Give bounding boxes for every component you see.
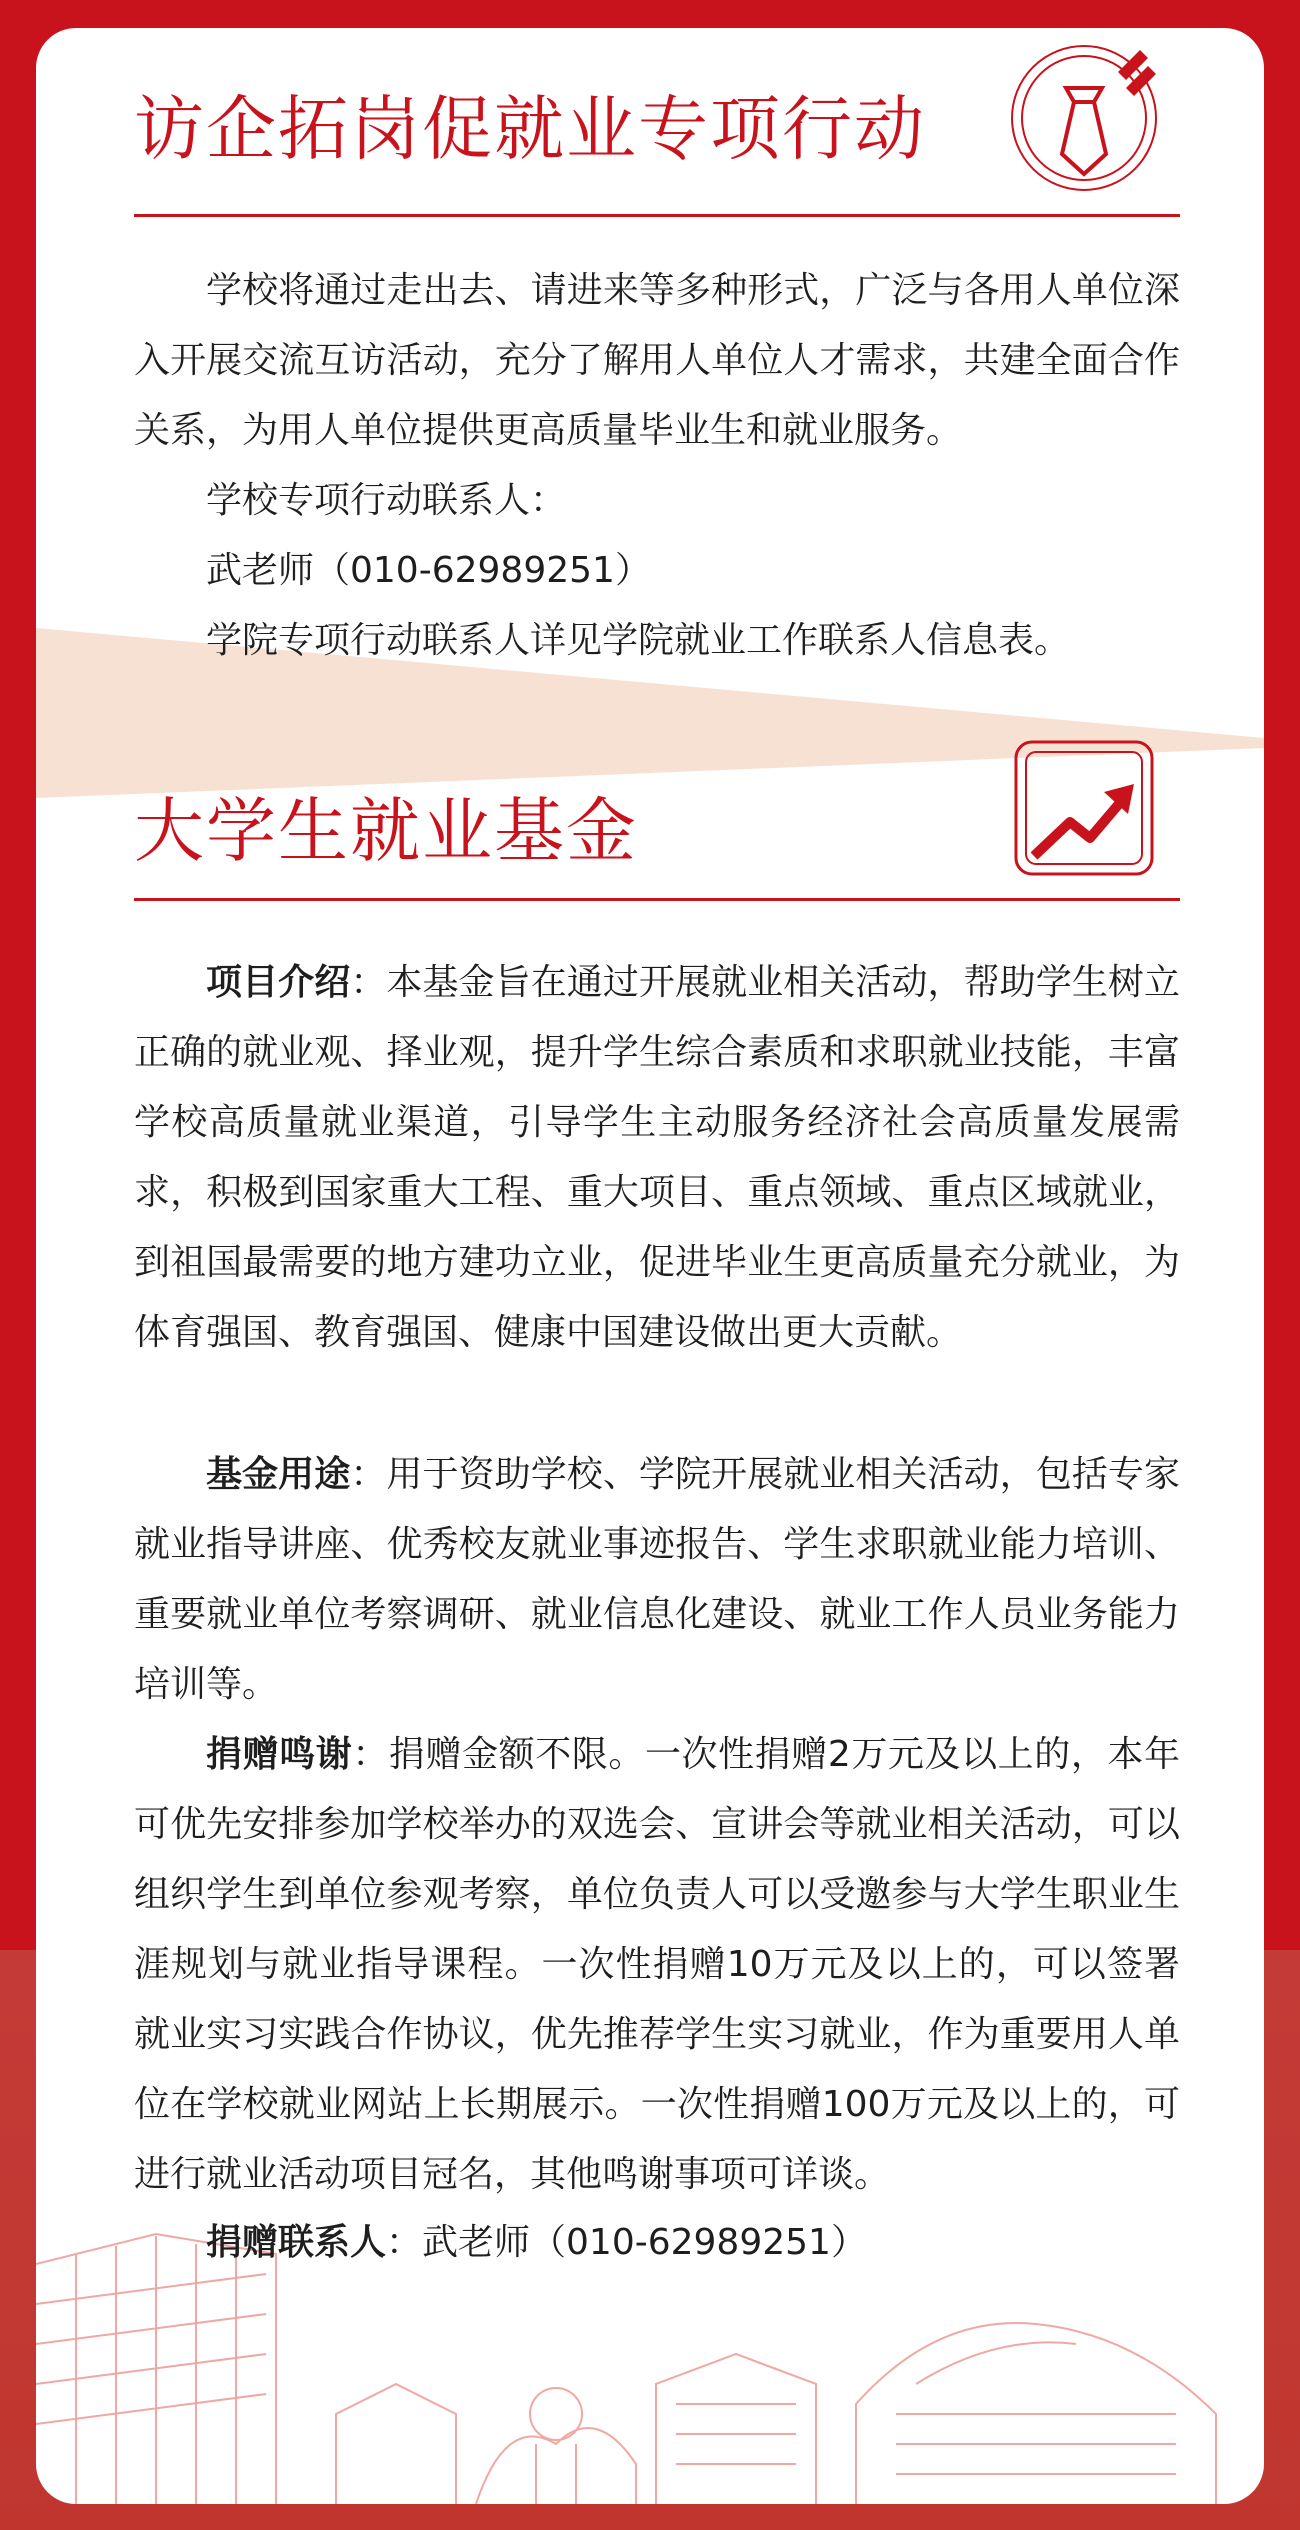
- section2-rule: [134, 898, 1180, 901]
- fund-intro: [134, 948, 1180, 1368]
- fund-intro-text: ：本基金旨在通过开展就业相关活动，帮助学生树立正确的就业观、择业观，提升学生综合素质和求职就业技能，丰富学校高质量就业渠道，引导学生主动服务经济社会高质量发展需求，积极到国家重大工程、重大项目、重点领域、重点区域就业，到祖国最需要的地方建功立业，促进毕业生更高质量充分就业，为体育强国、教育强国、健康中国建设做出更大贡献。: [134, 962, 1180, 1353]
- fund-usage: [134, 1440, 1180, 1720]
- donation-thanks-label: 捐赠鸣谢: [206, 1734, 353, 1775]
- content-card: [36, 28, 1264, 2504]
- fund-usage-text: ：用于资助学校、学院开展就业相关活动，包括专家就业指导讲座、优秀校友就业事迹报告、学生求职就业能力培训、重要就业单位考察调研、就业信息化建设、就业工作人员业务能力培训等。: [134, 1454, 1180, 1705]
- donation-thanks: [134, 1720, 1180, 2210]
- section1-college-contact: 学院专项行动联系人详见学院就业工作联系人信息表。: [206, 620, 1071, 661]
- section1-contact-label: 学校专项行动联系人：: [206, 480, 567, 521]
- donation-thanks-text: ：捐赠金额不限。一次性捐赠2万元及以上的，本年可优先安排参加学校举办的双选会、宣讲会等就业相关活动，可以组织学生到单位参观考察，单位负责人可以受邀参与大学生职业生涯规划与就业指导课程。一次性捐赠10万元及以上的，可以签署就业实习实践合作协议，优先推荐学生实习就业，作为重要用人单位在学校就业网站上长期展示。一次性捐赠100万元及以上的，可进行就业活动项目冠名，其他鸣谢事项可详谈。: [134, 1734, 1180, 2195]
- fund-usage-label: 基金用途: [206, 1454, 351, 1495]
- section2-title: 大学生就业基金: [134, 790, 638, 872]
- fund-intro-label: 项目介绍: [206, 962, 351, 1003]
- donation-contact-text: ：武老师（010-62989251）: [386, 2222, 867, 2263]
- necktie-icon: [1008, 36, 1168, 200]
- section1-intro: 学校将通过走出去、请进来等多种形式，广泛与各用人单位深入开展交流互访活动，充分了解用人单位人才需求，共建全面合作关系，为用人单位提供更高质量毕业生和就业服务。: [134, 270, 1180, 451]
- growth-chart-icon: [1012, 738, 1162, 892]
- donation-contact: [134, 2208, 1180, 2278]
- section1-contact-person: 武老师（010-62989251）: [206, 550, 651, 591]
- donation-contact-label: 捐赠联系人: [206, 2222, 387, 2263]
- section1-title: 访企拓岗促就业专项行动: [134, 88, 926, 170]
- section1-rule: [134, 214, 1180, 217]
